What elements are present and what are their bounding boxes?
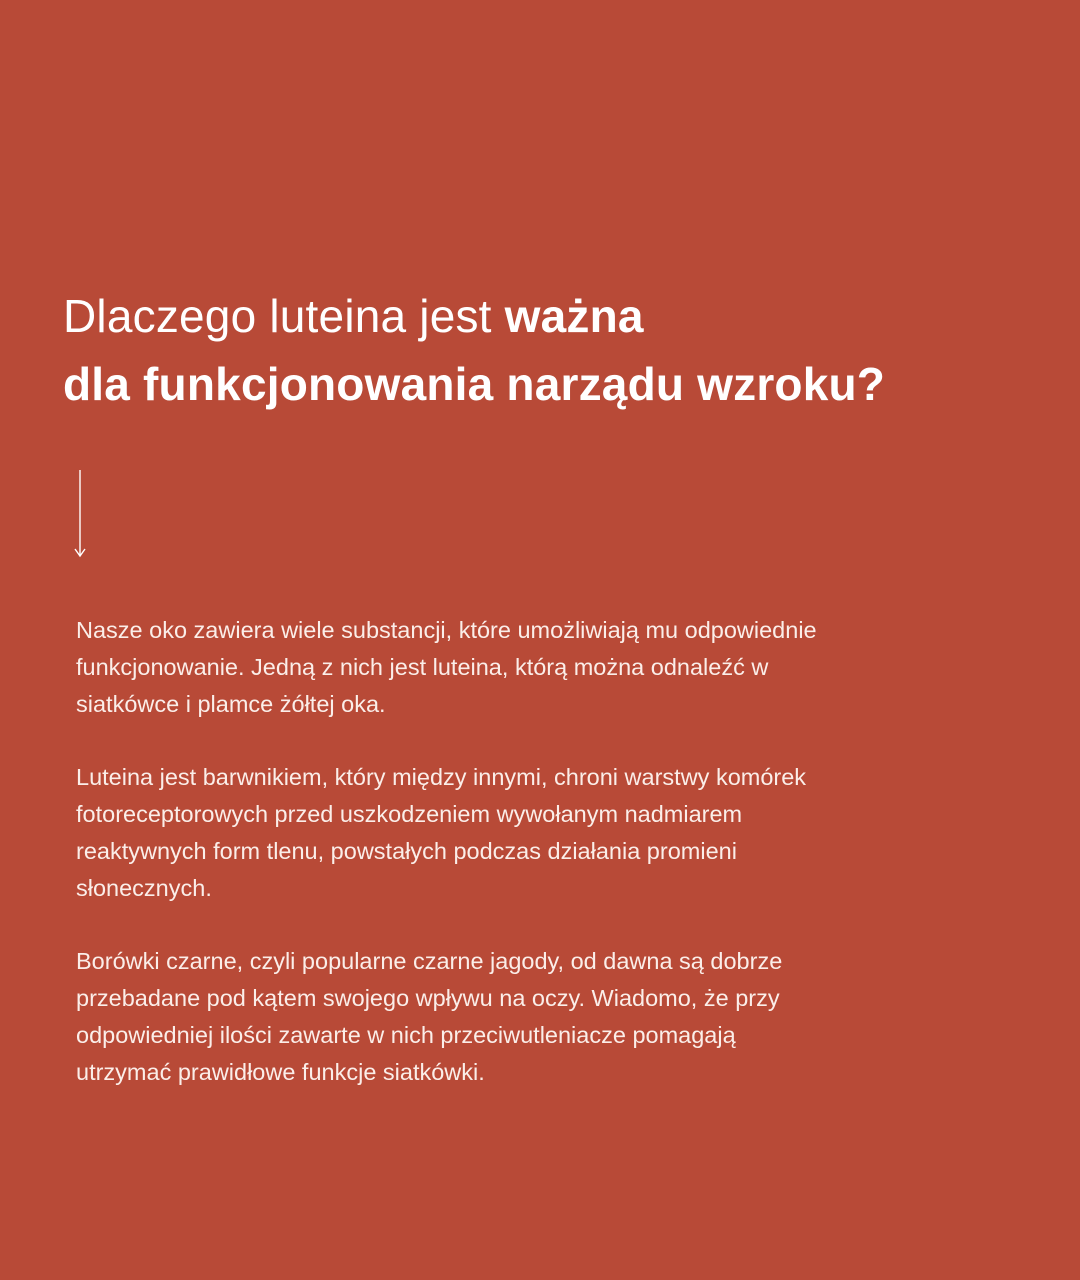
- paragraph-blueberries: [76, 943, 1036, 1091]
- paragraph-line: reaktywnych form tlenu, powstałych podczas działania promieni: [76, 838, 737, 864]
- paragraph-intro: [76, 612, 1036, 723]
- paragraph-line: odpowiedniej ilości zawarte w nich przeciwutleniacze pomagają: [76, 1022, 736, 1048]
- title-regular-part: Dlaczego luteina jest: [63, 290, 505, 342]
- paragraph-line: utrzymać prawidłowe funkcje siatkówki.: [76, 1059, 485, 1085]
- paragraph-line: słonecznych.: [76, 875, 212, 901]
- paragraph-line: siatkówce i plamce żółtej oka.: [76, 691, 386, 717]
- paragraph-line: Luteina jest barwnikiem, który między innymi, chroni warstwy komórek: [76, 764, 807, 790]
- title-second-line: dla funkcjonowania narządu wzroku?: [63, 358, 886, 410]
- page-title: [63, 282, 1063, 418]
- paragraph-line: fotoreceptorowych przed uszkodzeniem wywołanym nadmiarem: [76, 801, 743, 827]
- article-body: [76, 612, 1036, 1127]
- title-bold-emphasis: ważna: [504, 290, 644, 342]
- paragraph-line: Borówki czarne, czyli popularne czarne jagody, od dawna są dobrze: [76, 948, 783, 974]
- arrow-down-icon: [72, 470, 88, 560]
- paragraph-line: Nasze oko zawiera wiele substancji, które umożliwiają mu odpowiednie: [76, 617, 817, 643]
- paragraph-line: funkcjonowanie. Jedną z nich jest luteina, którą można odnaleźć w: [76, 654, 769, 680]
- paragraph-line: przebadane pod kątem swojego wpływu na oczy. Wiadomo, że przy: [76, 985, 780, 1011]
- paragraph-lutein: [76, 759, 1036, 907]
